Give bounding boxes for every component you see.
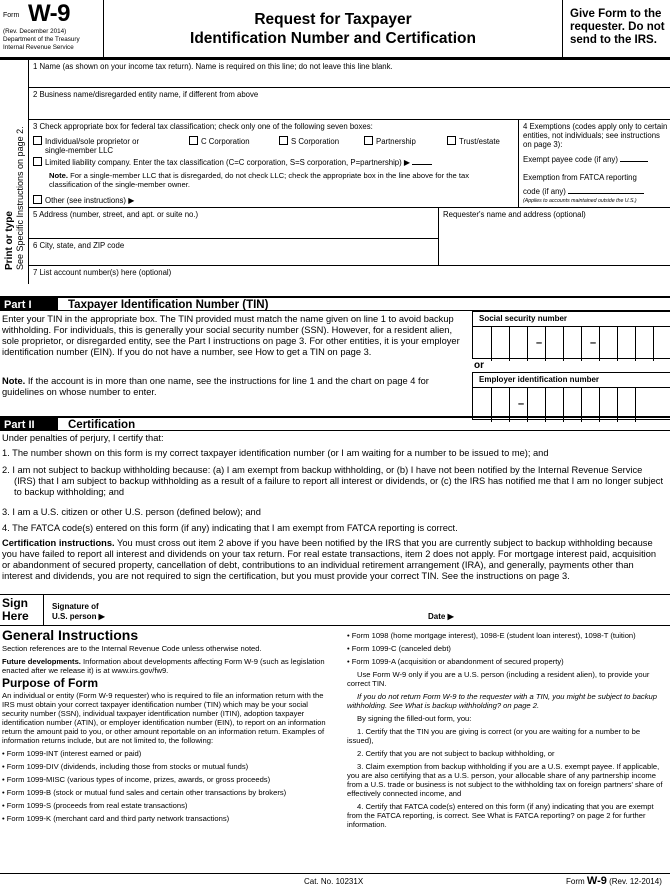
line-1-name[interactable]: 1 Name (as shown on your income tax return). Name is required on this line; do not leave this line blank.: [29, 60, 670, 88]
here-label: Here: [2, 609, 29, 623]
exemptions-label: 4 Exemptions (codes apply only to certain entities, not individuals; see instructions on page 3):: [523, 122, 668, 149]
s-corp-checkbox[interactable]: [279, 136, 288, 145]
bullet-item: • Form 1099-INT (interest earned or paid): [2, 749, 142, 758]
ssn-input[interactable]: – –: [473, 326, 670, 360]
give-form-note: Give Form to the requester. Do not send to the IRS.: [562, 0, 670, 57]
bullet-item: • Form 1098 (home mortgage interest), 1098-E (student loan interest), 1098-T (tuition): [347, 631, 636, 640]
note-text: For a single-member LLC that is disregarded, do not check LLC; check the appropriate box in the line above for the tax classification of the single-member owner.: [49, 171, 470, 189]
part-2-bar: [0, 416, 670, 430]
bullet-item: • Form 1099-A (acquisition or abandonment of secured property): [347, 657, 564, 666]
form-label: Form: [3, 12, 20, 19]
line-6-city-state-zip[interactable]: 6 City, state, and ZIP code: [29, 239, 439, 266]
part-1-note: Note. If the account is in more than one name, see the instructions for line 1 and the chart on page 4 for guidelines on whose number to enter.: [2, 376, 429, 397]
individual-checkbox[interactable]: [33, 136, 42, 145]
cert-instructions: Certification instructions. You must cross out item 2 above if you have been notified by the IRS that you are currently subject to backup withholding because you have failed to report all interest and dividends on your tax return. For real estate transactions, item 2 does not apply. For mortgage interest paid, acquisition or abandonment of secured property, cancellation of debt, contributions to an individual retirement arrangement (IRA), and generally, payments other than interest and dividends, you are not required to sign the certification, but you must provide your correct TIN. See the instructions on page 3.: [2, 538, 657, 581]
line-5-address[interactable]: 5 Address (number, street, and apt. or suite no.): [29, 208, 439, 239]
part-1-bar: [0, 296, 670, 310]
bullet-item: • Form 1099-S (proceeds from real estate transactions): [2, 801, 188, 810]
see-instructions-label: See Specific Instructions on page 2.: [15, 126, 25, 270]
form-title: [104, 0, 562, 57]
entry-lines: [28, 60, 670, 284]
certify-item-2: 2. Certify that you are not subject to backup withholding, or: [357, 749, 555, 758]
signature-area: [0, 594, 670, 626]
line-4-exemptions: [519, 120, 670, 208]
future-developments: Future developments. Information about developments affecting Form W-9 (such as legislation enacted after we release it) is at www.irs.gov/fw9.: [2, 657, 325, 675]
note-label: Note.: [49, 171, 68, 180]
use-form-text: Use Form W-9 only if you are a U.S. person (including a resident alien), to provide your correct TIN.: [347, 670, 650, 688]
part-2-title: Certification: [68, 419, 136, 431]
bullet-item: • Form 1099-C (canceled debt): [347, 644, 451, 653]
cert-item-3: 3. I am a U.S. citizen or other U.S. person (defined below); and: [2, 507, 261, 517]
general-instructions-right: [347, 631, 667, 833]
department: Department of the Treasury: [3, 36, 80, 43]
trust-checkbox[interactable]: [447, 136, 456, 145]
sign-label: Sign: [2, 596, 28, 610]
footer-form-id: Form W-9 (Rev. 12-2014): [566, 875, 662, 887]
c-corp-label: C Corporation: [201, 137, 250, 146]
general-instructions-title: General Instructions: [2, 627, 139, 643]
form-id-block: [0, 0, 104, 57]
purpose-text: An individual or entity (Form W-9 requester) who is required to file an information return with the IRS must obtain your correct taxpayer identification number (TIN) which may be your social security number (SSN), individual taxpayer identification number (ITIN), adoption taxpayer identification number (ATIN), or employer identification number (EIN), to report on an information return the amount paid to you, or other amount reportable on an information return. Examples of information returns include, but are not limited to, the following:: [2, 691, 326, 745]
date-input[interactable]: [462, 603, 662, 623]
applies-note: (Applies to accounts maintained outside the U.S.): [523, 198, 637, 204]
s-corp-label: S Corporation: [291, 137, 340, 146]
by-signing-text: By signing the filled-out form, you:: [357, 714, 472, 723]
title-line-1: Request for Taxpayer: [254, 11, 412, 28]
cert-item-4: 4. The FATCA code(s) entered on this form (if any) indicating that I am exempt from FATCA reporting is correct.: [2, 523, 458, 533]
date-label: Date ▶: [428, 612, 454, 621]
fatca-code-row[interactable]: Exemption from FATCA reporting code (if any): [523, 171, 644, 199]
other-label: Other (see instructions) ▶: [45, 196, 135, 205]
print-or-type-label: Print or type: [4, 211, 15, 270]
single-member-label: single-member LLC: [45, 146, 114, 155]
bullet-item: • Form 1099-MISC (various types of income, prizes, awards, or gross proceeds): [2, 775, 271, 784]
line-3-classification: [29, 120, 519, 208]
signature-input[interactable]: [118, 603, 418, 623]
ein-input[interactable]: –: [473, 387, 670, 421]
bullet-item: • Form 1099-K (merchant card and third party network transactions): [2, 814, 230, 823]
line-7-account-numbers[interactable]: 7 List account number(s) here (optional): [33, 268, 172, 277]
form-number: W-9: [28, 0, 71, 27]
cert-item-2: 2. I am not subject to backup withholding because: (a) I am exempt from backup withholding, or (b) I have not been notified by the Internal Revenue Service (IRS) that I am subject to backup withholding as a result of a failure to report all interest or dividends, or (c) the IRS has notified me that I am no longer subject to backup withholding; and: [2, 465, 664, 497]
llc-code-input[interactable]: [412, 157, 432, 165]
irs-label: Internal Revenue Service: [3, 44, 74, 51]
llc-label: Limited liability company. Enter the tax classification (C=C corporation, S=S corporation, P=partnership) ▶: [45, 158, 410, 167]
form-header: [0, 0, 670, 60]
certify-item-1: 1. Certify that the TIN you are giving is correct (or you are waiting for a number to be issued),: [347, 727, 641, 745]
part-2-tag: Part II: [0, 418, 58, 431]
or-label: or: [474, 360, 484, 371]
individual-label: Individual/sole proprietor or: [45, 137, 140, 146]
bullet-item: • Form 1099-DIV (dividends, including those from stocks or mutual funds): [2, 762, 249, 771]
line-2-business-name[interactable]: 2 Business name/disregarded entity name, if different from above: [29, 88, 670, 120]
side-label: [0, 60, 28, 284]
certify-item-4: 4. Certify that FATCA code(s) entered on this form (if any) indicating that you are exempt from the FATCA reporting, is correct. See What is FATCA reporting? on page 2 for further information.: [347, 802, 654, 829]
ssn-label: Social security number: [479, 314, 568, 323]
ein-label: Employer identification number: [479, 375, 600, 384]
part-1-tag: Part I: [0, 298, 58, 311]
cert-item-1: 1. The number shown on this form is my correct taxpayer identification number (or I am waiting for a number to be issued to me); and: [2, 448, 549, 458]
title-line-2: Identification Number and Certification: [190, 30, 476, 47]
requester-name-address[interactable]: Requester's name and address (optional): [439, 208, 670, 266]
signature-of-label: Signature of: [52, 602, 99, 611]
partnership-checkbox[interactable]: [364, 136, 373, 145]
certify-item-3: 3. Claim exemption from backup withholding if you are a U.S. exempt payee. If applicable, you are also certifying that as a U.S. person, your allocable share of any partnership income from a U.S. trade or business is not subject to the withholding tax on foreign partners' share of effectively connected income, and: [347, 762, 663, 798]
general-instructions-left: [2, 627, 336, 827]
cat-number: Cat. No. 10231X: [304, 877, 364, 886]
section-references: Section references are to the Internal Revenue Code unless otherwise noted.: [2, 644, 262, 653]
purpose-title: Purpose of Form: [2, 676, 99, 690]
trust-label: Trust/estate: [459, 137, 500, 146]
part-1-title: Taxpayer Identification Number (TIN): [68, 299, 269, 311]
line-3-label: 3 Check appropriate box for federal tax classification; check only one of the following seven boxes:: [33, 122, 373, 131]
exempt-payee-row[interactable]: Exempt payee code (if any): [523, 154, 648, 164]
ssn-box: [472, 311, 670, 359]
other-checkbox[interactable]: [33, 195, 42, 204]
if-not-return-text: If you do not return Form W-9 to the requester with a TIN, you might be subject to backup withholding. See What is backup withholding? on page 2.: [347, 692, 657, 710]
ein-box: [472, 372, 670, 420]
part-1-body: Enter your TIN in the appropriate box. The TIN provided must match the name given on line 1 to avoid backup withholding. For individuals, this is generally your social security number (SSN). However, for a resident alien, sole proprietor, or disregarded entity, see the Part I instructions on page 3. For other entities, it is your employer identification number (EIN). If you do not have a number, see How to get a TIN on page 3.: [2, 314, 460, 357]
cert-intro: Under penalties of perjury, I certify that:: [2, 433, 164, 443]
rev-date: (Rev. December 2014): [3, 28, 67, 35]
c-corp-checkbox[interactable]: [189, 136, 198, 145]
bullet-item: • Form 1099-B (stock or mutual fund sales and certain other transactions by brokers): [2, 788, 287, 797]
us-person-label: U.S. person ▶: [52, 612, 105, 621]
llc-checkbox[interactable]: [33, 157, 42, 166]
partnership-label: Partnership: [376, 137, 416, 146]
